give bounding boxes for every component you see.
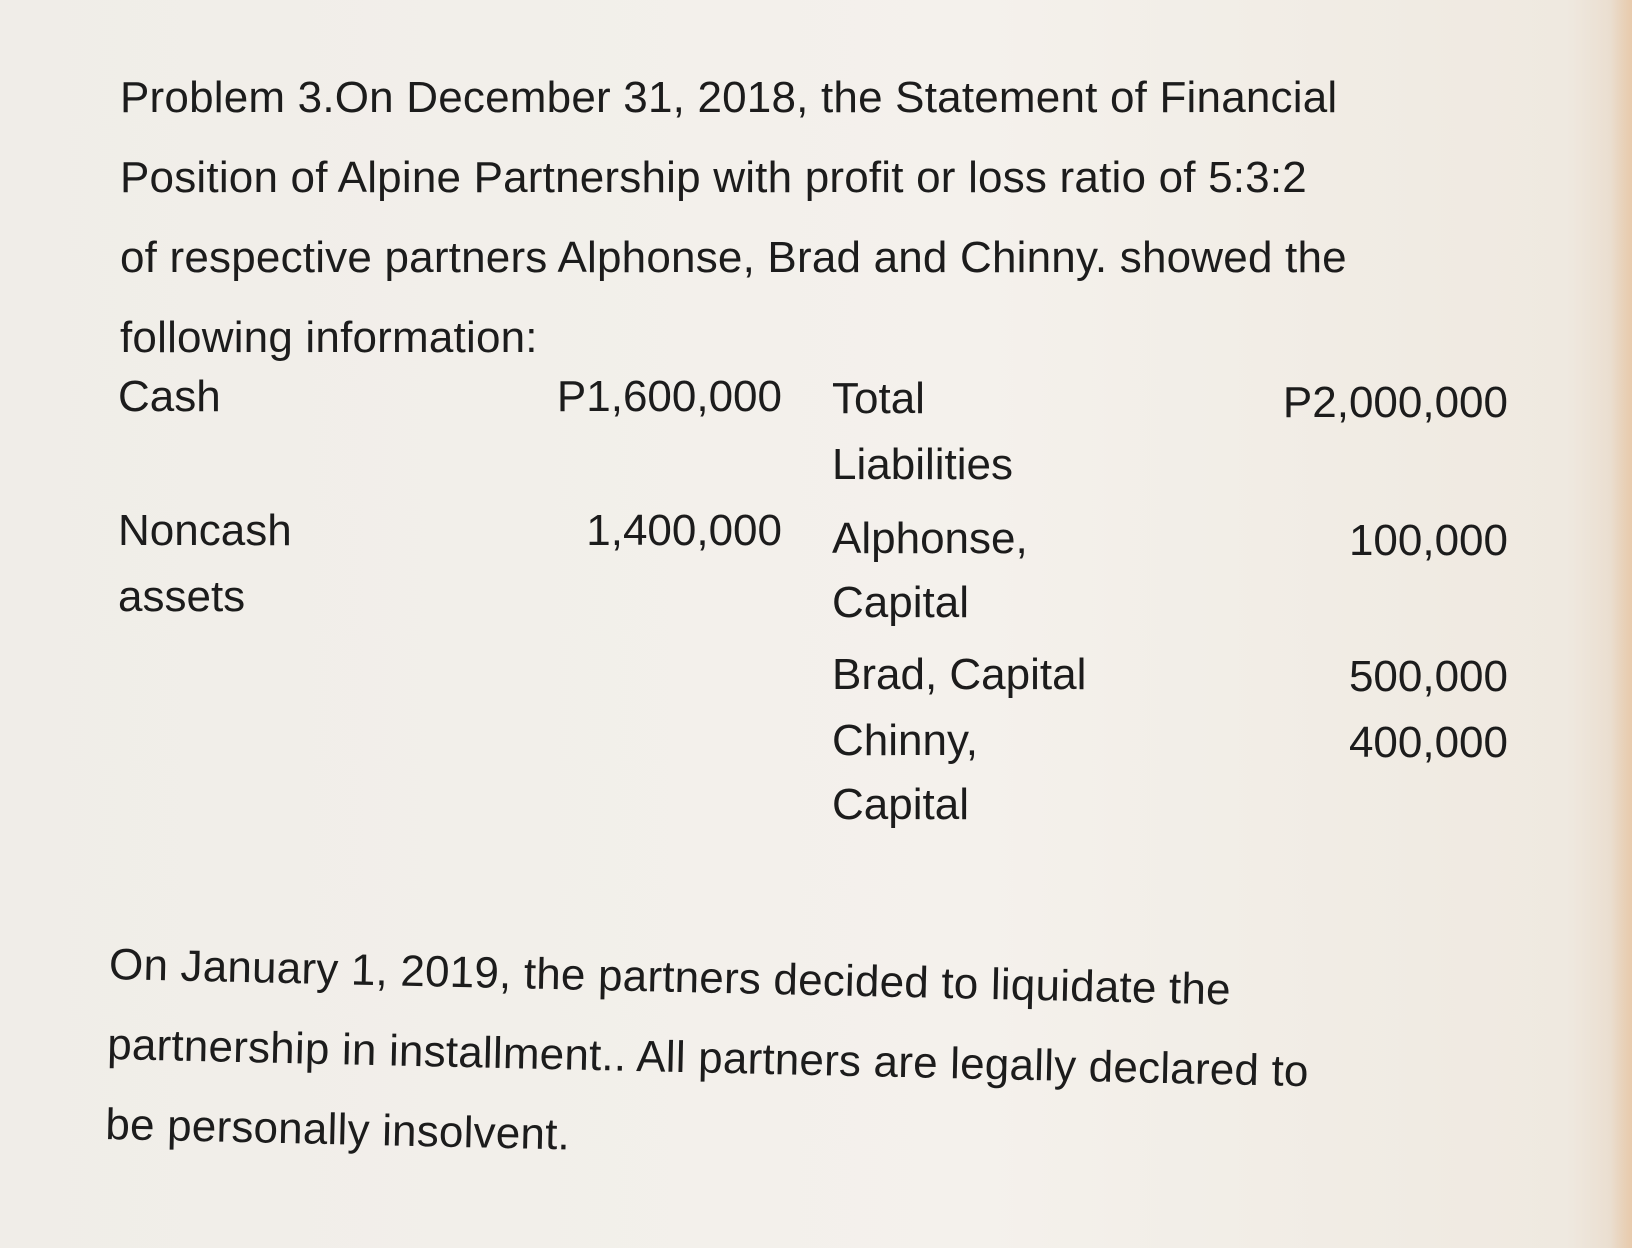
intro-line: of respective partners Alphonse, Brad and Chinny. showed the [120,233,1347,282]
capital-label-brad: Brad, Capital [832,650,1087,699]
problem-intro-paragraph [120,58,1570,378]
asset-amount-noncash: 1,400,000 [586,506,782,555]
liability-label-total: Total [832,374,925,423]
liability-amount-total: P2,000,000 [1282,378,1508,427]
page-edge-shadow [1610,0,1632,1248]
intro-line: following information: [120,313,538,362]
capital-label-chinny-cont: Capital [832,780,969,829]
asset-label-noncash: Noncash [118,506,292,555]
intro-line: Problem 3.On December 31, 2018, the Statement of Financial [120,73,1338,122]
capital-amount-alphonse: 100,000 [1348,516,1508,565]
liquidation-paragraph [105,925,1590,1199]
asset-amount-cash: P1,600,000 [556,372,782,421]
capital-amount-chinny: 400,000 [1348,718,1508,767]
asset-label-noncash-cont: assets [118,572,246,621]
capital-label-alphonse-cont: Capital [832,578,969,627]
intro-line: Position of Alpine Partnership with profit or loss ratio of 5:3:2 [120,153,1307,202]
liability-label-total-cont: Liabilities [832,440,1013,489]
asset-label-cash: Cash [118,372,221,421]
capital-label-chinny: Chinny, [832,716,978,765]
outro-line: be personally insolvent. [104,1099,571,1160]
capital-amount-brad: 500,000 [1348,652,1508,701]
outro-line: On January 1, 2019, the partners decided to liquidate the [108,939,1232,1015]
outro-line: partnership in installment.. All partners are legally declared to [106,1019,1310,1097]
capital-label-alphonse: Alphonse, [832,514,1028,563]
